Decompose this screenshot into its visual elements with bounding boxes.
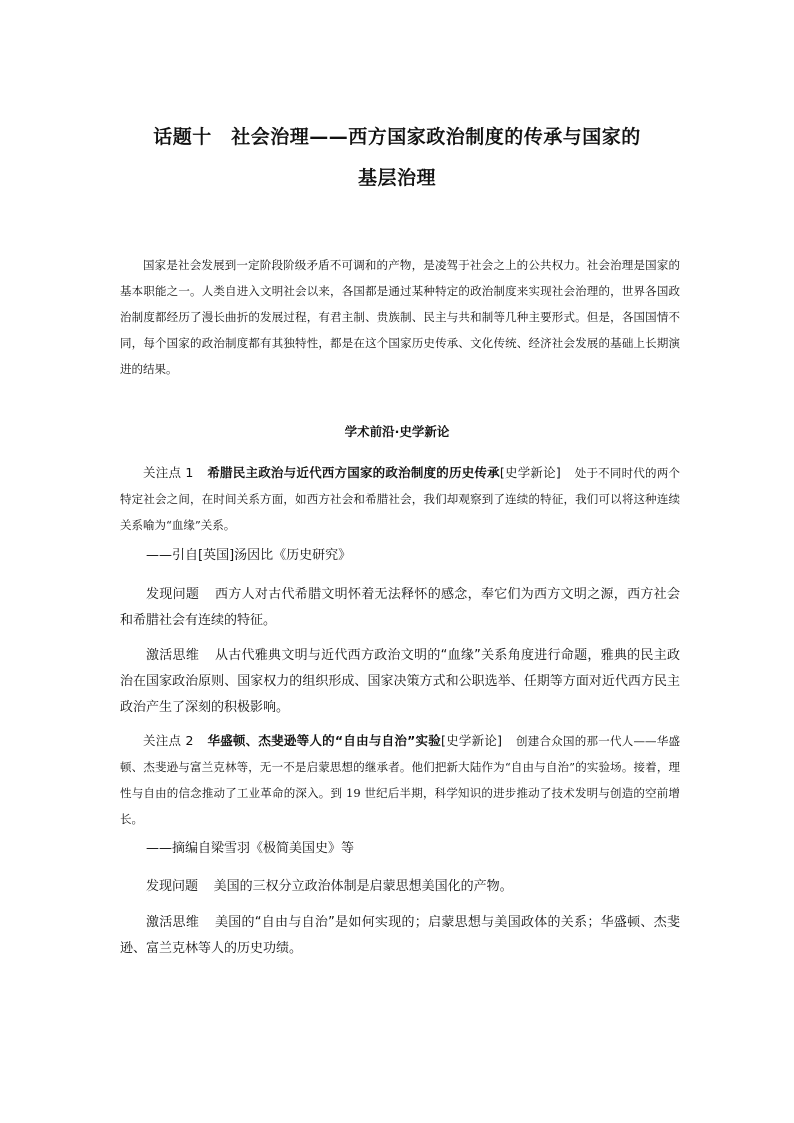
focus-point-2-title: 华盛顿、杰斐逊等人的“自由与自治”实验 — [207, 733, 442, 748]
focus-point-2-quote: 创建合众国的那一代人——华盛顿、杰斐逊与富兰克林等，无一不是启蒙思想的继承者。他们把新大陆作为“自由与自治”的实验场。接着，理性与自由的信念推动了工业革命的深入。到 19 世纪后半期，科学知识的进步推动了技术发明与创造的空前增长。 — [120, 734, 680, 826]
focus-point-2-discover — [120, 874, 680, 900]
focus-point-2-activate — [120, 910, 680, 962]
discover-label: 发现问题 — [146, 879, 199, 894]
activate-label: 激活思维 — [146, 915, 200, 930]
discover-label: 发现问题 — [146, 587, 200, 602]
focus-point-1-paragraph — [120, 460, 680, 538]
page-title-line-1: 话题十 社会治理——西方国家政治制度的传承与国家的 — [153, 126, 641, 148]
discover-text: 美国的三权分立政治体制是启蒙思想美国化的产物。 — [213, 879, 513, 894]
focus-point-2-label: 关注点 2 — [143, 733, 194, 748]
focus-point-1-title: 希腊民主政治与近代西方国家的政治制度的历史传承 — [207, 465, 500, 480]
focus-point-2-paragraph — [120, 728, 680, 832]
activate-text: 美国的“自由与自治”是如何实现的；启蒙思想与美国政体的关系；华盛顿、杰斐逊、富兰克林等人的历史功绩。 — [120, 915, 680, 956]
activate-label: 激活思维 — [146, 648, 200, 663]
discover-text: 西方人对古代希腊文明怀着无法释怀的感念，奉它们为西方文明之源，西方社会和希腊社会有连续的特征。 — [120, 587, 680, 628]
section-heading: 学术前沿·史学新论 — [344, 424, 450, 439]
intro-paragraph: 国家是社会发展到一定阶段阶级矛盾不可调和的产物，是凌驾于社会之上的公共权力。社会治理是国家的基本职能之一。人类自进入文明社会以来，各国都是通过某种特定的政治制度来实现社会治理的，世界各国政治制度都经历了漫长曲折的发展过程，有君主制、贵族制、民主与共和制等几种主要形式。但是，各国国情不同，每个国家的政治制度都有其独特性，都是在这个国家历史传承、文化传统、经济社会发展的基础上长期演进的结果。 — [120, 258, 680, 376]
focus-point-1-discover — [120, 582, 680, 634]
focus-point-2-source: ——摘编自梁雪羽《极简美国史》等 — [146, 841, 355, 856]
focus-point-1-label: 关注点 1 — [143, 465, 194, 480]
focus-point-1-tag: [史学新论] — [499, 465, 561, 480]
focus-point-2-tag: [史学新论] — [441, 733, 503, 748]
focus-point-1-quote: 处于不同时代的两个特定社会之间，在时间关系方面，如西方社会和希腊社会，我们却观察到了连续的特征，我们可以将这种连续关系喻为“血缘”关系。 — [120, 466, 680, 532]
focus-point-1-activate — [120, 643, 680, 721]
activate-text: 从古代雅典文明与近代西方政治文明的“血缘”关系角度进行命题，雅典的民主政治在国家政治原则、国家权力的组织形成、国家决策方式和公职选举、任期等方面对近代西方民主政治产生了深刻的积极影响。 — [120, 648, 680, 715]
focus-point-1-source: ——引自[英国]汤因比《历史研究》 — [146, 548, 352, 563]
page-title-line-2: 基层治理 — [357, 167, 436, 189]
